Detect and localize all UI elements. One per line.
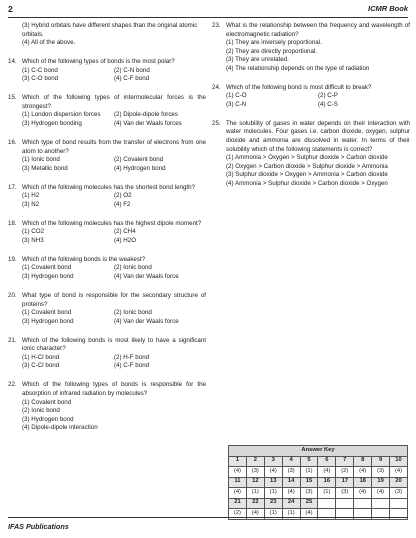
question-number-cell: 18 [354, 477, 372, 488]
question-stem [8, 337, 206, 354]
question-number-cell: 17 [336, 477, 354, 488]
question-text: The solubility of gases in water depends on their interaction with water molecules. Four gases i.e. carbon dioxide, oxygen, sulphur dioxide and ammonia are dissolved in water. In terms of their solubility which of the following statements is correct? [226, 119, 410, 153]
option: (3) Hydrogen bond [22, 273, 74, 281]
options-list [22, 228, 206, 245]
question-number-cell [372, 498, 390, 509]
option: (1) H2 [22, 192, 40, 200]
option: (4) Hydrogen bond [114, 164, 166, 172]
answer-key-answer-row [229, 467, 408, 478]
question-stem [8, 256, 206, 265]
question [8, 381, 206, 432]
option: (1) Covalent bond [22, 264, 72, 272]
option: (4) The relationship depends on the type of radiation [226, 64, 370, 72]
options-row [22, 67, 206, 76]
option: (4) H2O [114, 236, 137, 244]
question-number: 17. [8, 183, 17, 191]
question-number-cell: 14 [282, 477, 300, 488]
question-stem [212, 120, 410, 154]
question [8, 94, 206, 128]
answer-cell: (2) [229, 509, 247, 520]
option: (4) Van der Waals force [114, 317, 179, 325]
question-text: Which of the following molecules has the shortest bond length? [22, 183, 196, 191]
answer-cell: (4) [372, 488, 390, 499]
options-row [22, 201, 206, 210]
question-number-cell [390, 498, 408, 509]
book-title: ICMR Book [368, 4, 408, 13]
option: (2) Covalent bond [114, 156, 164, 164]
question-stem [8, 94, 206, 111]
question-number-cell: 19 [372, 477, 390, 488]
continuation-line: (4) All of the above. [22, 39, 76, 47]
options-row [22, 309, 206, 318]
question-number-cell [336, 498, 354, 509]
question-text: Which of the following bonds is the weakest? [22, 255, 146, 263]
option: (2) They are directly proportional. [226, 47, 318, 55]
option: (2) Oxygen > Carbon dioxide > Sulphur dioxide > Ammonia [226, 162, 388, 170]
options-row [22, 75, 206, 84]
option: (4) Van der Waals forces [114, 119, 182, 127]
answer-cell: (1) [246, 488, 264, 499]
options-row [22, 228, 206, 237]
question-text: What is the relationship between the frequency and wavelength of electromagnetic radiation? [226, 22, 410, 38]
answer-key-number-row [229, 498, 408, 509]
option: (1) London dispersion forces [22, 111, 101, 119]
option: (3) Sulphur dioxide > Oxygen > Ammonia > Carbon dioxide [226, 171, 388, 179]
question [8, 337, 206, 371]
question-number: 20. [8, 292, 17, 300]
option: (4) F2 [114, 200, 131, 208]
answer-key-answer-row [229, 488, 408, 499]
option: (4) C-S [318, 100, 338, 108]
publisher-name: IFAS Publications [8, 522, 69, 531]
answer-cell: (4) [282, 488, 300, 499]
question-number-cell [318, 498, 336, 509]
question-text: What type of bond is responsible for the secondary structure of proteins? [22, 292, 206, 308]
answer-key-number-row [229, 477, 408, 488]
answer-cell: (3) [336, 488, 354, 499]
options-row [22, 165, 206, 174]
answer-cell: (4) [229, 488, 247, 499]
question [212, 84, 410, 110]
option: (2) C-N bond [114, 66, 150, 74]
question-number: 16. [8, 138, 17, 146]
option: (3) C-O bond [22, 75, 59, 83]
option: (2) Ionic bond [114, 309, 152, 317]
question-number: 18. [8, 219, 17, 227]
answer-cell: (2) [336, 467, 354, 478]
option: (4) Van der Waals force [114, 273, 179, 281]
answer-cell: (1) [300, 467, 318, 478]
question-number-cell: 1 [229, 456, 247, 467]
answer-cell: (1) [264, 509, 282, 520]
options-row [22, 111, 206, 120]
options-list [22, 67, 206, 84]
answer-cell: (3) [282, 467, 300, 478]
question-text: Which type of bond results from the transfer of electrons from one atom to another? [22, 138, 206, 155]
question-number: 25. [212, 119, 221, 127]
question-stem [8, 184, 206, 193]
question-number: 19. [8, 255, 17, 263]
option: (4) Dipole-dipole interaction [22, 424, 98, 432]
question [8, 220, 206, 246]
continuation-line: (3) Hybrid orbitals have different shapes than the original atomic orbitals. [22, 22, 198, 38]
answer-cell: (3) [246, 467, 264, 478]
question-number-cell: 12 [246, 477, 264, 488]
options-row [22, 362, 206, 371]
question-number-cell: 25 [300, 498, 318, 509]
question-number-cell: 20 [390, 477, 408, 488]
question [8, 292, 206, 326]
answer-cell: (4) [264, 467, 282, 478]
options-row [22, 264, 206, 273]
option: (1) C-O [226, 92, 247, 100]
answer-cell: (4) [300, 509, 318, 520]
options-list [22, 264, 206, 281]
answer-cell: (1) [318, 488, 336, 499]
page-footer [8, 517, 408, 535]
options-list [22, 399, 206, 433]
question-number-cell: 23 [264, 498, 282, 509]
answer-cell: (4) [354, 488, 372, 499]
answer-cell: (4) [390, 467, 408, 478]
option: (4) C-F bond [114, 362, 150, 370]
question-number: 24. [212, 83, 221, 91]
question-text: Which of the following types of bonds is responsible for the absorption of infrared radiation by molecules? [22, 381, 206, 397]
answer-key-title: Answer Key [229, 446, 408, 457]
answer-cell: (1) [282, 509, 300, 520]
option: (1) They are inversely proportional. [226, 39, 322, 47]
question-number: 15. [8, 94, 17, 102]
question-number-cell: 9 [372, 456, 390, 467]
options-row [22, 156, 206, 165]
option: (1) Covalent bond [22, 398, 72, 406]
answer-cell: (3) [372, 467, 390, 478]
option: (3) They are unrelated. [226, 56, 289, 64]
question-stem [8, 58, 206, 67]
option: (1) Covalent bond [22, 309, 72, 317]
question-number-cell: 21 [229, 498, 247, 509]
answer-cell: (3) [390, 488, 408, 499]
options-list [22, 192, 206, 209]
question-number-cell: 6 [318, 456, 336, 467]
question-number-cell: 5 [300, 456, 318, 467]
question-number-cell: 2 [246, 456, 264, 467]
answer-cell: (4) [229, 467, 247, 478]
option: (2) Ionic bond [114, 264, 152, 272]
question [8, 184, 206, 210]
option: (3) N2 [22, 200, 40, 208]
option: (2) CH4 [114, 228, 136, 236]
option: (1) C-C bond [22, 66, 58, 74]
question-number-cell: 16 [318, 477, 336, 488]
question-stem [8, 139, 206, 156]
options-row [22, 192, 206, 201]
question [8, 139, 206, 173]
option: (2) C-P [318, 92, 338, 100]
question-stem [8, 381, 206, 398]
option: (1) H-Cl bond [22, 353, 60, 361]
options-row [22, 120, 206, 129]
left-column [8, 22, 206, 443]
question-stem [8, 220, 206, 229]
option: (4) Ammonia > Sulphur dioxide > Carbon dioxide > Oxygen [226, 179, 388, 187]
option: (4) C-F bond [114, 75, 150, 83]
page-number: 2 [8, 4, 13, 14]
options-list [22, 309, 206, 326]
option: (2) H-F bond [114, 353, 150, 361]
option: (1) CO2 [22, 228, 45, 236]
option: (3) C-N [226, 100, 247, 108]
question-continuation [8, 22, 206, 48]
question [212, 22, 410, 73]
question-number-cell: 22 [246, 498, 264, 509]
answer-key-number-row [229, 456, 408, 467]
question-number-cell: 13 [264, 477, 282, 488]
question [8, 58, 206, 84]
options-list [22, 111, 206, 128]
question-number-cell: 10 [390, 456, 408, 467]
option: (2) Dipole-dipole forces [114, 111, 178, 119]
question-number: 22. [8, 381, 17, 389]
question-number: 23. [212, 22, 221, 29]
option: (3) NH3 [22, 236, 44, 244]
question-text: Which of the following molecules has the highest dipole moment? [22, 219, 202, 227]
option: (2) O2 [114, 192, 132, 200]
option: (3) Metallic bond [22, 164, 68, 172]
question [212, 120, 410, 188]
options-row [22, 354, 206, 363]
options-list [22, 156, 206, 173]
option: (3) Hydrogen bond [22, 317, 74, 325]
answer-cell: (4) [318, 467, 336, 478]
answer-cell: (4) [246, 509, 264, 520]
answer-cell: (4) [354, 467, 372, 478]
question-number: 14. [8, 58, 17, 66]
question-stem [212, 84, 410, 93]
options-row [22, 318, 206, 327]
options-row [22, 237, 206, 246]
option: (3) Hydrogen bond [22, 415, 74, 423]
question-number-cell: 3 [264, 456, 282, 467]
question-number-cell: 15 [300, 477, 318, 488]
question [8, 256, 206, 282]
options-row [226, 92, 410, 101]
question-number-cell: 4 [282, 456, 300, 467]
question-text: Which of the following bonds is most likely to have a significant ionic character? [22, 336, 206, 353]
option: (3) Hydrogen bonding [22, 119, 82, 127]
answer-cell: (3) [300, 488, 318, 499]
answer-cell: (1) [264, 488, 282, 499]
options-list [226, 154, 410, 188]
option: (2) Ionic bond [22, 407, 60, 415]
option: (3) C-Cl bond [22, 362, 60, 370]
question-stem [8, 292, 206, 309]
question-number-cell: 8 [354, 456, 372, 467]
right-column [212, 22, 410, 199]
page-header [8, 4, 408, 18]
question-text: Which of the following types of bonds is the most polar? [22, 58, 175, 66]
question-number-cell: 7 [336, 456, 354, 467]
options-list [22, 354, 206, 371]
question-stem [212, 22, 410, 39]
option: (1) Ammonia > Oxygen > Sulphur dioxide > Carbon dioxide [226, 154, 388, 162]
options-row [226, 101, 410, 110]
options-list [226, 39, 410, 73]
question-text: Which of the following bond is most difficult to break? [226, 83, 372, 91]
question-text: Which of the following types of intermolecular forces is the strongest? [22, 94, 206, 110]
question-number: 21. [8, 336, 17, 344]
option: (1) Ionic bond [22, 156, 60, 164]
question-number-cell [354, 498, 372, 509]
question-number-cell: 11 [229, 477, 247, 488]
options-row [22, 273, 206, 282]
answer-key-table [228, 445, 408, 520]
options-list [226, 92, 410, 109]
question-number-cell: 24 [282, 498, 300, 509]
